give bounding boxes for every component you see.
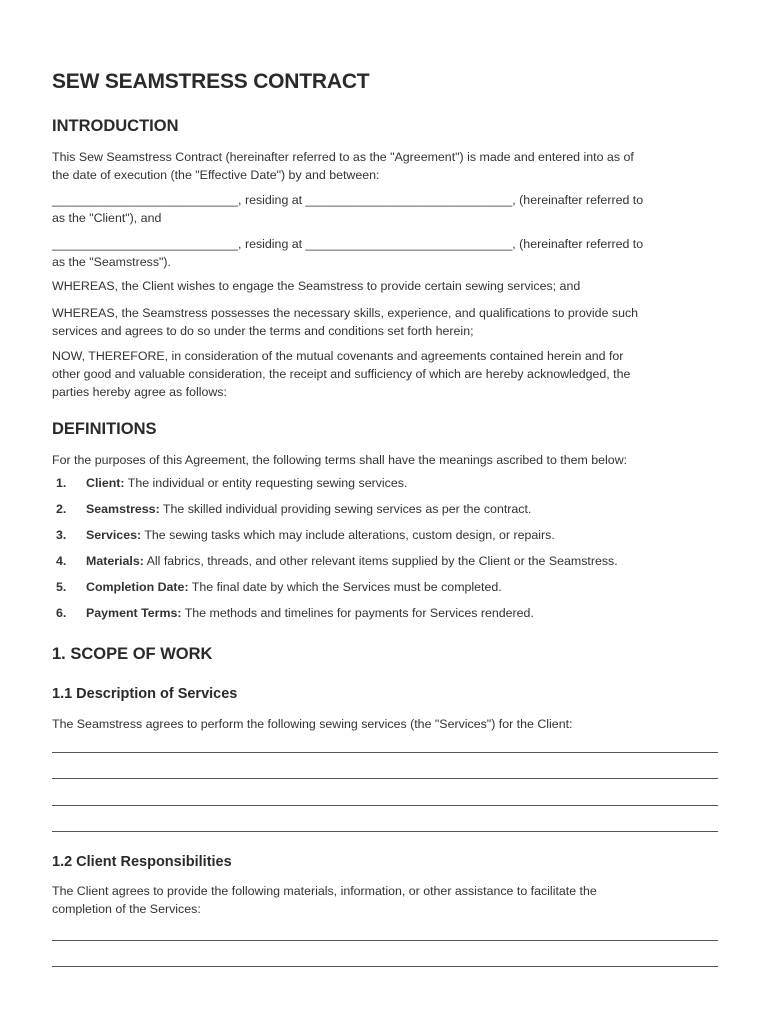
services-blank-line	[52, 752, 718, 753]
definition-text: The methods and timelines for payments for Services rendered.	[181, 606, 534, 620]
client-party-line: ___________________________, residing at ______________________________, (hereinafter referred to	[52, 193, 644, 207]
services-blank-line	[52, 778, 718, 779]
definition-term: Client:	[86, 476, 125, 490]
now-therefore-line: other good and valuable consideration, the receipt and sufficiency of which are hereby acknowledged, the	[52, 367, 631, 381]
whereas-clause-line: WHEREAS, the Seamstress possesses the necessary skills, experience, and qualifications to provide such	[52, 306, 639, 320]
client-party-line: as the "Client"), and	[52, 211, 162, 225]
definition-term: Materials:	[86, 554, 144, 568]
responsibilities-blank-line	[52, 966, 718, 967]
now-therefore-line: parties hereby agree as follows:	[52, 385, 227, 399]
whereas-clause: WHEREAS, the Client wishes to engage the Seamstress to provide certain sewing services; and	[52, 279, 581, 293]
definition-term: Payment Terms:	[86, 606, 182, 620]
definitions-heading: DEFINITIONS	[52, 420, 157, 438]
intro-paragraph-line: the date of execution (the "Effective Date") by and between:	[52, 168, 380, 182]
list-item	[52, 580, 720, 606]
definition-term: Services:	[86, 528, 142, 542]
seamstress-party-line: ___________________________, residing at ______________________________, (hereinafter referred to	[52, 237, 644, 251]
definition-text: The sewing tasks which may include alterations, custom design, or repairs.	[141, 528, 555, 542]
list-item	[52, 476, 720, 502]
client-responsibilities-heading: 1.2 Client Responsibilities	[52, 854, 232, 870]
description-of-services-text: The Seamstress agrees to perform the following sewing services (the "Services") for the Client:	[52, 717, 573, 731]
list-item-number: 5.	[56, 580, 67, 594]
list-item-number: 3.	[56, 528, 67, 542]
intro-paragraph-line: This Sew Seamstress Contract (hereinafter referred to as the "Agreement") is made and entered into as of	[52, 150, 634, 164]
definition-text: The individual or entity requesting sewing services.	[124, 476, 408, 490]
list-item	[52, 502, 720, 528]
list-item-number: 6.	[56, 606, 67, 620]
description-of-services-heading: 1.1 Description of Services	[52, 686, 238, 702]
list-item-number: 2.	[56, 502, 67, 516]
seamstress-party-line: as the "Seamstress").	[52, 255, 171, 269]
list-item	[52, 554, 720, 580]
whereas-clause-line: services and agrees to do so under the terms and conditions set forth herein;	[52, 324, 474, 338]
definitions-list	[52, 476, 720, 632]
definition-term: Completion Date:	[86, 580, 189, 594]
list-item-number: 1.	[56, 476, 67, 490]
definition-term: Seamstress:	[86, 502, 160, 516]
definition-text: All fabrics, threads, and other relevant items supplied by the Client or the Seamstress.	[143, 554, 618, 568]
document-title: SEW SEAMSTRESS CONTRACT	[52, 70, 370, 93]
responsibilities-blank-line	[52, 940, 718, 941]
introduction-heading: INTRODUCTION	[52, 117, 179, 135]
definitions-intro: For the purposes of this Agreement, the following terms shall have the meanings ascribed to them below:	[52, 453, 628, 467]
definition-text: The final date by which the Services must be completed.	[188, 580, 502, 594]
services-blank-line	[52, 805, 718, 806]
now-therefore-line: NOW, THEREFORE, in consideration of the mutual covenants and agreements contained herein and for	[52, 349, 624, 363]
definition-text: The skilled individual providing sewing services as per the contract.	[159, 502, 532, 516]
list-item-number: 4.	[56, 554, 67, 568]
client-responsibilities-text: completion of the Services:	[52, 902, 201, 916]
client-responsibilities-text: The Client agrees to provide the following materials, information, or other assistance to facilitate the	[52, 884, 597, 898]
scope-of-work-heading: 1. SCOPE OF WORK	[52, 645, 213, 663]
list-item	[52, 528, 720, 554]
services-blank-line	[52, 831, 718, 832]
list-item	[52, 606, 720, 632]
